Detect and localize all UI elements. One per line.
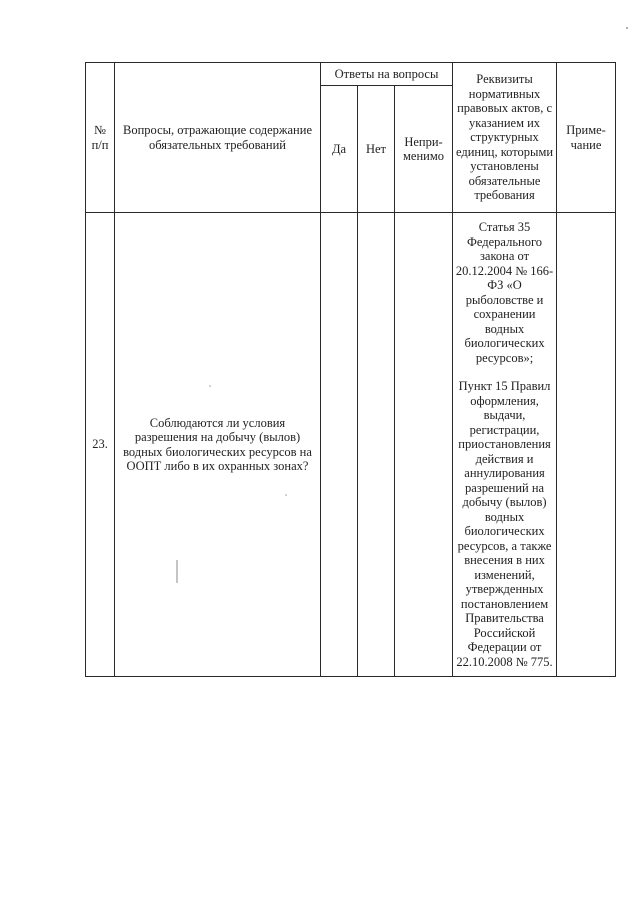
header-answers-group: Ответы на вопросы bbox=[321, 63, 453, 86]
header-row bbox=[86, 63, 616, 86]
requisite-law-reference: Статья 35 Федерального закона от 20.12.2004 № 166-ФЗ «О рыболовстве и сохранении водных биологических ресурсов»; bbox=[455, 220, 554, 365]
row-note[interactable] bbox=[557, 213, 616, 677]
answer-no-cell[interactable] bbox=[358, 213, 395, 677]
answer-yes-cell[interactable] bbox=[321, 213, 358, 677]
answer-na-cell[interactable] bbox=[395, 213, 453, 677]
header-na: Непри-менимо bbox=[395, 86, 453, 213]
requisite-spacer bbox=[455, 365, 554, 379]
header-questions: Вопросы, отражающие содержание обязательных требований bbox=[115, 63, 321, 213]
row-number: 23. bbox=[86, 213, 115, 677]
header-note: Приме-чание bbox=[557, 63, 616, 213]
requirements-table bbox=[85, 62, 616, 677]
header-requisites: Реквизиты нормативных правовых актов, с указанием их структурных единиц, которыми установлены обязательные требования bbox=[453, 63, 557, 213]
scan-dot bbox=[626, 27, 628, 29]
requisite-rules-reference: Пункт 15 Правил оформления, выдачи, регистрации, приостановления действия и аннулирования разрешений на добычу (вылов) водных биологических ресурсов, а также внесения в них изменений, утвержденных постановлением Правительства Российской Федерации от 22.10.2008 № 775. bbox=[456, 379, 553, 669]
header-yes: Да bbox=[321, 86, 358, 213]
header-num: № п/п bbox=[86, 63, 115, 213]
row-requisites bbox=[453, 213, 557, 677]
header-no: Нет bbox=[358, 86, 395, 213]
row-question: Соблюдаются ли условия разрешения на добычу (вылов) водных биологических ресурсов на ООПТ либо в их охранных зонах? bbox=[115, 213, 321, 677]
table-row bbox=[86, 213, 616, 677]
